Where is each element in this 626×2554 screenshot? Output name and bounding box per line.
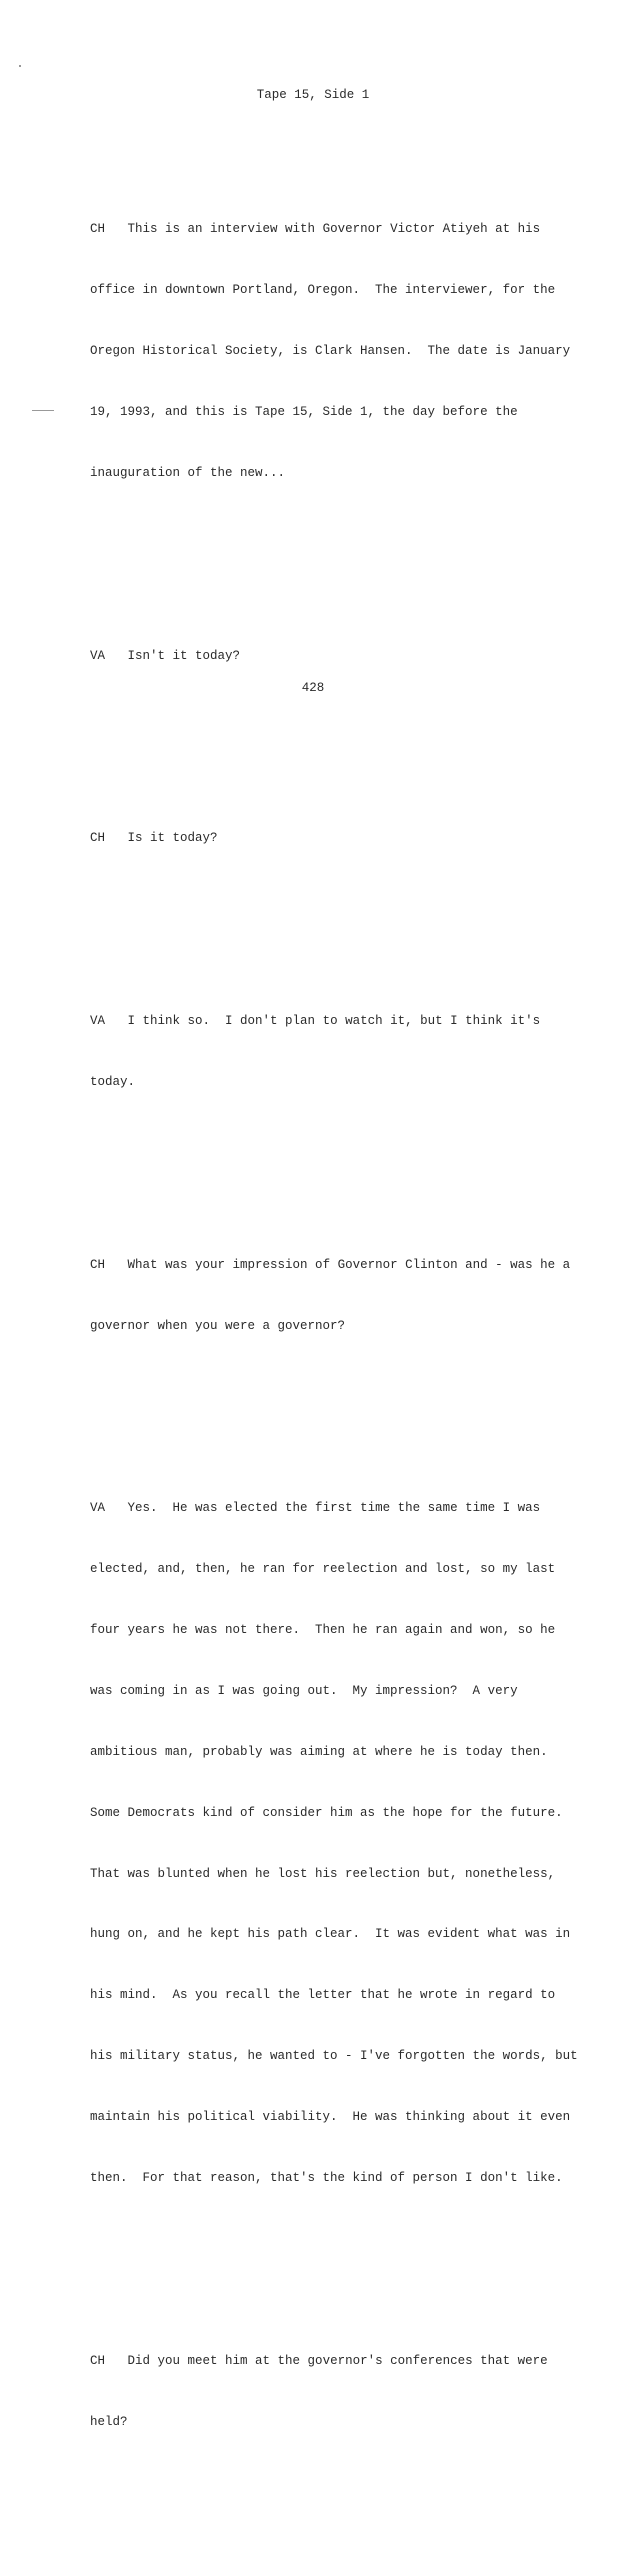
- transcript-line: governor when you were a governor?: [90, 1318, 346, 1333]
- transcript-line: his mind. As you recall the letter that he wrote in regard to: [90, 1988, 556, 2003]
- transcript-line: Isn't it today?: [127, 648, 241, 663]
- transcript-line: 19, 1993, and this is Tape 15, Side 1, the day before the: [90, 405, 518, 420]
- transcript-line: hung on, and he kept his path clear. It was evident what was in: [90, 1927, 571, 1942]
- speaker-label: CH: [90, 831, 106, 846]
- transcript-line: his military status, he wanted to - I've forgotten the words, but: [90, 2049, 578, 2064]
- speaker-label: VA: [90, 1014, 106, 1029]
- paragraph-ch-3: [90, 1214, 610, 1376]
- transcript-line: Some Democrats kind of consider him as the hope for the future.: [90, 1805, 563, 1820]
- transcript-line: Is it today?: [127, 831, 218, 846]
- paragraph-va-2: [90, 970, 610, 1132]
- margin-mark: [32, 410, 54, 411]
- transcript-line: inauguration of the new...: [90, 466, 286, 481]
- transcript-line: That was blunted when he lost his reelection but, nonetheless,: [90, 1866, 556, 1881]
- paragraph-ch-intro: [90, 179, 610, 524]
- speaker-label: VA: [90, 648, 106, 663]
- transcript-line: was coming in as I was going out. My impression? A very: [90, 1683, 518, 1698]
- transcript-line: This is an interview with Governor Victor Atiyeh at his: [127, 222, 541, 237]
- speaker-label: CH: [90, 2353, 106, 2368]
- transcript-line: held?: [90, 2414, 128, 2429]
- paragraph-va-3: [90, 1458, 610, 2229]
- paragraph-ch-2: [90, 788, 610, 889]
- speaker-label: CH: [90, 1257, 106, 1272]
- page-number: 428: [301, 681, 325, 695]
- transcript-line: four years he was not there. Then he ran again and won, so he: [90, 1622, 556, 1637]
- transcript-line: ambitious man, probably was aiming at where he is today then.: [90, 1744, 548, 1759]
- page-title: Tape 15, Side 1: [256, 88, 370, 102]
- transcript-line: Did you meet him at the governor's conferences that were: [127, 2353, 548, 2368]
- transcript-line: Oregon Historical Society, is Clark Hansen. The date is January: [90, 344, 571, 359]
- paragraph-ch-4: [90, 2310, 610, 2472]
- transcript-line: maintain his political viability. He was thinking about it even: [90, 2110, 571, 2125]
- transcript-body: [90, 118, 610, 2554]
- transcript-line: today.: [90, 1074, 136, 1089]
- transcript-line: Yes. He was elected the first time the same time I was: [127, 1501, 541, 1516]
- speaker-label: CH: [90, 222, 106, 237]
- transcript-line: then. For that reason, that's the kind of person I don't like.: [90, 2170, 563, 2185]
- transcript-line: What was your impression of Governor Clinton and - was he a: [127, 1257, 571, 1272]
- transcript-line: I think so. I don't plan to watch it, but I think it's: [127, 1014, 541, 1029]
- transcript-line: office in downtown Portland, Oregon. The interviewer, for the: [90, 283, 556, 298]
- speaker-label: VA: [90, 1501, 106, 1516]
- scan-speck: [19, 65, 21, 67]
- transcript-line: elected, and, then, he ran for reelection and lost, so my last: [90, 1562, 556, 1577]
